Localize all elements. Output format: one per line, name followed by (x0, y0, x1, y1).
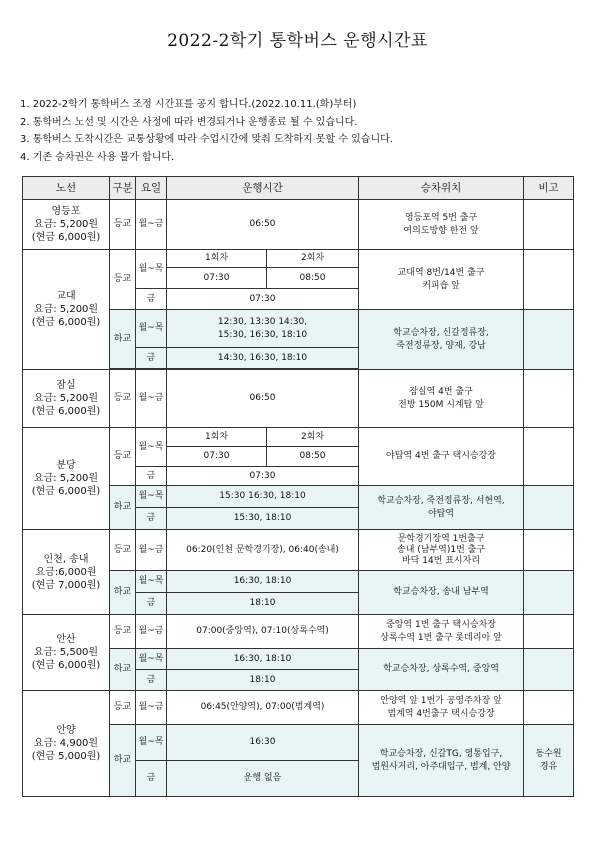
time-line: 15:30, 16:30, 18:10 (217, 329, 308, 340)
stop-line: 송내 (남부역)1번 출구 (397, 544, 486, 555)
time-cell: 07:30 (167, 447, 267, 467)
time-cell (167, 310, 359, 348)
remark-line: 경유 (539, 761, 558, 772)
route-cash-fare: (현금 7,000원) (31, 579, 101, 591)
stop-cell (359, 486, 524, 530)
route-cell (23, 615, 110, 691)
time-cell: 07:30 (167, 467, 359, 486)
time-cell: 08:50 (267, 268, 359, 289)
header-remark: 비고 (524, 177, 574, 200)
stop-line: 중앙역 1번 출구 택시승차장 (386, 619, 496, 630)
time-cell: 06:45(안양역), 07:00(범계역) (167, 691, 359, 725)
route-name: 안산 (56, 634, 76, 645)
route-cash-fare: (현금 5,000원) (31, 751, 101, 762)
route-name: 교대 (56, 291, 76, 302)
time-cell: 18:10 (167, 593, 359, 615)
stop-cell: 학교승차장, 상록수역, 중앙역 (359, 649, 524, 691)
stop-line: 학교승차장, 신갈정류장, (393, 327, 489, 338)
route-cash-fare: (현금 6,000원) (31, 406, 101, 417)
stop-line: 여의도방향 한전 앞 (403, 225, 479, 236)
day-cell: 금 (136, 348, 167, 369)
route-cell (23, 428, 110, 530)
table-row (23, 200, 574, 250)
remark-cell (524, 530, 574, 571)
type-cell: 하교 (110, 486, 136, 530)
time-cell: 16:30, 18:10 (167, 649, 359, 670)
day-cell: 월~목 (136, 649, 167, 670)
time-cell: 18:10 (167, 670, 359, 691)
remark-cell (524, 428, 574, 486)
stop-line: 영등포역 5번 출구 (404, 212, 478, 223)
stop-line: 법원사거리, 아주대입구, 범계, 안양 (371, 761, 511, 772)
notice-item: 3. 통학버스 도착시간은 교통상황에 따라 수업시간에 맞춰 도착하지 못할 수 있습니다. (20, 134, 393, 145)
day-cell: 월~목 (136, 250, 167, 289)
route-cash-fare: (현금 6,000원) (31, 486, 101, 497)
stop-line: 학교승차장, 신갈TG, 영통입구, (379, 748, 503, 759)
route-name: 잠실 (56, 380, 76, 391)
stop-line: 잠실역 4번 출구 (409, 386, 473, 397)
route-fare: 요금: 5,200원 (33, 304, 99, 315)
day-cell: 월~금 (136, 615, 167, 649)
route-name: 안양 (56, 725, 76, 736)
stop-line: 전방 150M 시계탑 앞 (398, 399, 484, 410)
remark-cell (524, 571, 574, 615)
remark-cell (524, 200, 574, 250)
route-cash-fare: (현금 6,000원) (31, 232, 101, 243)
time-cell: 16:30 (167, 725, 359, 761)
type-cell: 하교 (110, 649, 136, 691)
type-cell: 하교 (110, 310, 136, 369)
stop-cell (359, 725, 524, 797)
stop-cell (359, 250, 524, 310)
day-cell: 월~금 (136, 370, 167, 428)
bus-schedule-table (22, 176, 574, 797)
stop-line: 상록수역 1번 출구 롯데리아 앞 (380, 632, 502, 643)
stop-cell: 야탑역 4번 출구 택시승강장 (359, 428, 524, 486)
type-cell: 등교 (110, 200, 136, 250)
day-cell: 금 (136, 289, 167, 310)
route-cell (23, 250, 110, 370)
day-cell: 월~목 (136, 428, 167, 467)
stop-line: 범계역 4번출구 택시승강장 (387, 708, 495, 719)
route-cash-fare: (현금 6,000원) (31, 317, 101, 328)
time-cell: 15:30 16:30, 18:10 (167, 486, 359, 508)
round-label: 1회차 (167, 250, 267, 268)
table-row (23, 691, 574, 725)
day-cell: 월~금 (136, 530, 167, 571)
type-cell: 등교 (110, 530, 136, 571)
header-time: 운행시간 (167, 177, 359, 200)
day-cell: 월~금 (136, 200, 167, 250)
stop-cell (359, 370, 524, 428)
page-title: 2022-2학기 통학버스 운행시간표 (167, 31, 428, 51)
route-name: 영등포 (51, 206, 81, 217)
day-cell: 월~목 (136, 725, 167, 761)
remark-cell (524, 725, 574, 797)
round-label: 2회차 (267, 250, 359, 268)
header-route: 노선 (23, 177, 110, 200)
type-cell: 등교 (110, 691, 136, 725)
route-fare: 요금: 5,200원 (33, 393, 99, 404)
stop-cell (359, 691, 524, 725)
stop-line: 바닥 14번 표시자리 (401, 555, 481, 566)
remark-cell (524, 310, 574, 370)
route-fare: 요금: 5,200원 (33, 473, 99, 484)
table-row (23, 428, 574, 447)
table-row (23, 370, 574, 428)
header-stop: 승차위치 (359, 177, 524, 200)
remark-cell (524, 250, 574, 310)
route-fare: 요금: 4,900원 (33, 738, 99, 749)
stop-cell (359, 615, 524, 649)
day-cell: 금 (136, 593, 167, 615)
type-cell: 등교 (110, 428, 136, 486)
stop-line: 교대역 8번/14번 출구 (397, 267, 485, 278)
table-row (23, 530, 574, 571)
route-fare: 요금:6,000원 (35, 566, 97, 578)
type-cell: 등교 (110, 615, 136, 649)
day-cell: 금 (136, 761, 167, 797)
remark-line: 동수원 (535, 748, 562, 759)
route-name: 인천, 송내 (43, 553, 89, 565)
time-cell: 06:50 (167, 370, 359, 428)
time-cell: 07:30 (167, 268, 267, 289)
time-cell: 06:20(인천 문학경기장), 06:40(송내) (167, 530, 359, 571)
time-cell: 15:30, 18:10 (167, 508, 359, 530)
route-cell (23, 200, 110, 250)
remark-cell (524, 649, 574, 691)
time-line: 12:30, 13:30 14:30, (217, 316, 308, 327)
notice-item: 4. 기존 승차권은 사용 불가 합니다. (20, 151, 175, 163)
route-cash-fare: (현금 6,000원) (31, 660, 101, 671)
time-cell: 운행 없음 (167, 761, 359, 797)
stop-line: 커피숍 앞 (422, 280, 460, 291)
day-cell: 월~목 (136, 310, 167, 348)
day-cell: 금 (136, 670, 167, 691)
day-cell: 월~목 (136, 486, 167, 508)
header-day: 요일 (136, 177, 167, 200)
remark-cell (524, 486, 574, 530)
time-cell: 07:30 (167, 289, 359, 310)
stop-line: 야탑역 (427, 508, 455, 519)
time-cell: 06:50 (167, 200, 359, 250)
notice-list (20, 96, 580, 166)
stop-line: 문학경기장역 1번출구 (397, 533, 485, 544)
round-label: 1회차 (167, 428, 267, 447)
table-header-row (23, 177, 574, 200)
type-cell: 하교 (110, 725, 136, 797)
type-cell: 하교 (110, 571, 136, 615)
route-name: 분당 (56, 460, 76, 471)
type-cell: 등교 (110, 250, 136, 310)
time-cell: 07:00(중앙역), 07:10(상록수역) (167, 615, 359, 649)
route-fare: 요금: 5,200원 (33, 219, 99, 230)
time-cell: 08:50 (267, 447, 359, 467)
remark-cell (524, 615, 574, 649)
route-cell (23, 530, 110, 615)
table-row (23, 250, 574, 268)
route-cell (23, 370, 110, 428)
notice-item: 2. 통학버스 노선 및 시간은 사정에 따라 변경되거나 운행종료 될 수 있습니다. (20, 116, 358, 128)
stop-line: 학교승차장, 죽전정류장, 서현역, (377, 495, 505, 506)
stop-cell: 학교승차장, 송내 남부역 (359, 571, 524, 615)
route-fare: 요금: 5,500원 (33, 647, 99, 658)
time-cell: 14:30, 16:30, 18:10 (167, 348, 359, 369)
remark-cell (524, 691, 574, 725)
round-label: 2회차 (267, 428, 359, 447)
time-cell: 16:30, 18:10 (167, 571, 359, 593)
route-cell (23, 691, 110, 797)
day-cell: 금 (136, 508, 167, 530)
stop-cell (359, 200, 524, 250)
day-cell: 금 (136, 467, 167, 486)
notice-item: 1. 2022-2학기 통학버스 조정 시간표를 공지 합니다.(2022.10.11.(화)부터) (20, 99, 357, 110)
day-cell: 월~금 (136, 691, 167, 725)
stop-line: 죽전정류장, 양재, 강남 (396, 340, 486, 351)
table-row (23, 615, 574, 649)
header-type: 구분 (110, 177, 136, 200)
remark-cell (524, 370, 574, 428)
day-cell: 월~목 (136, 571, 167, 593)
type-cell: 등교 (110, 370, 136, 428)
stop-cell (359, 530, 524, 571)
stop-line: 안양역 앞 1번가 공영주차장 앞 (380, 695, 502, 706)
stop-cell (359, 310, 524, 370)
